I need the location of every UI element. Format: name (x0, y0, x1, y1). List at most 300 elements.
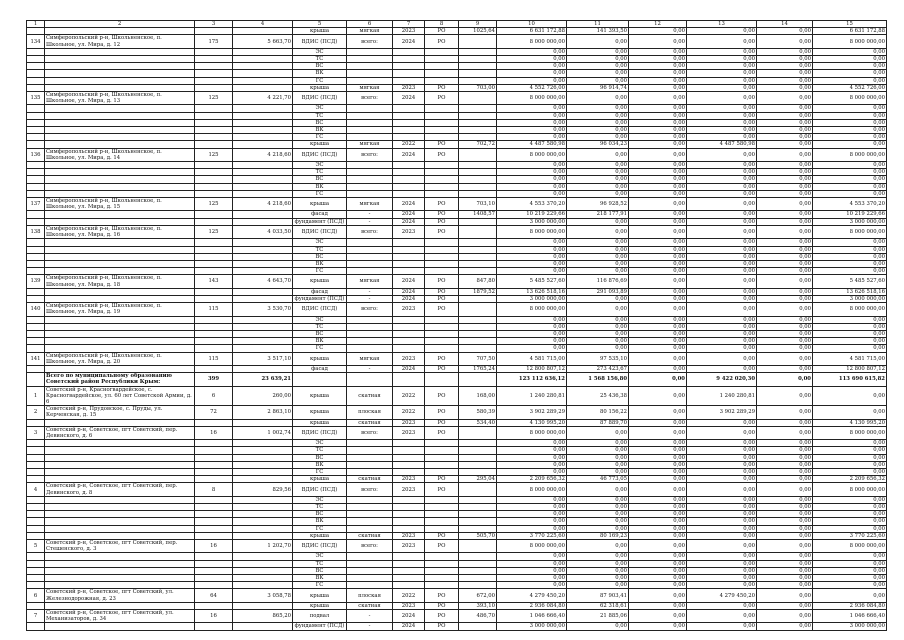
cost-15-cell: 0,00 (813, 141, 887, 148)
column-number-9: 9 (459, 21, 497, 28)
funding-source-cell: РО (425, 84, 459, 91)
funding-source-cell (425, 260, 459, 267)
address-cell (45, 218, 195, 225)
cost-11-cell: 0,00 (567, 134, 629, 141)
cost-15-cell: 0,00 (813, 518, 887, 525)
apartments-count-cell (195, 338, 233, 345)
cost-15-cell: 10 219 229,66 (813, 211, 887, 218)
apartments-count-cell (195, 183, 233, 190)
table-row (27, 476, 887, 483)
year-cell (393, 239, 425, 246)
work-type-cell: подвал (293, 610, 347, 623)
cost-14-cell: 0,00 (757, 553, 813, 560)
cost-15-cell: 8 000 000,00 (813, 92, 887, 105)
funding-source-cell (425, 323, 459, 330)
total-cost-cell: 0,00 (497, 447, 567, 454)
cost-11-cell: 87 903,41 (567, 589, 629, 602)
cost-15-cell: 0,00 (813, 70, 887, 77)
work-type-cell: ТС (293, 504, 347, 511)
roof-type-cell: всего: (347, 483, 393, 496)
total-cost-cell: 3 770 225,60 (497, 532, 567, 539)
area-cell: 3 517,10 (233, 352, 293, 365)
apartments-count-cell (195, 260, 233, 267)
cost-11-cell: 141 393,50 (567, 28, 629, 35)
work-type-cell: ЭС (293, 162, 347, 169)
cost-15-cell: 0,00 (813, 461, 887, 468)
apartments-count-cell (195, 560, 233, 567)
cost-13-cell: 0,00 (687, 567, 757, 574)
cost-11-cell: 0,00 (567, 303, 629, 316)
cost-14-cell: 0,00 (757, 504, 813, 511)
work-type-cell: ВК (293, 518, 347, 525)
total-cost-cell: 0,00 (497, 330, 567, 337)
year-cell: 2024 (393, 148, 425, 161)
cost-12-cell: 0,00 (629, 275, 687, 288)
volume-cell (459, 246, 497, 253)
cost-11-cell: 0,00 (567, 70, 629, 77)
roof-type-cell (347, 56, 393, 63)
funding-source-cell (425, 127, 459, 134)
volume-cell: 1025,64 (459, 28, 497, 35)
funding-source-cell: РО (425, 211, 459, 218)
funding-source-cell (425, 105, 459, 112)
cost-13-cell: 0,00 (687, 518, 757, 525)
total-cost-cell: 0,00 (497, 440, 567, 447)
cost-12-cell: 0,00 (629, 483, 687, 496)
area-cell (233, 316, 293, 323)
cost-12-cell: 0,00 (629, 386, 687, 406)
address-cell (45, 454, 195, 461)
funding-source-cell (425, 330, 459, 337)
cost-12-cell: 0,00 (629, 373, 687, 386)
year-cell (393, 518, 425, 525)
roof-type-cell: мягкая (347, 352, 393, 365)
area-cell (233, 183, 293, 190)
apartments-count-cell (195, 84, 233, 91)
roof-type-cell: всего: (347, 148, 393, 161)
cost-11-cell: 0,00 (567, 316, 629, 323)
year-cell (393, 440, 425, 447)
funding-source-cell (425, 504, 459, 511)
table-row (27, 112, 887, 119)
cost-13-cell: 0,00 (687, 352, 757, 365)
total-cost-cell: 0,00 (497, 105, 567, 112)
cost-13-cell: 0,00 (687, 447, 757, 454)
table-row (27, 56, 887, 63)
volume-cell (459, 253, 497, 260)
cost-12-cell: 0,00 (629, 119, 687, 126)
table-row (27, 386, 887, 406)
cost-11-cell: 25 436,38 (567, 386, 629, 406)
cost-11-cell: 62 318,61 (567, 602, 629, 609)
address-cell: Симферопольский р-н, Школьненское, п. Школьное, ул. Мира, д. 15 (45, 198, 195, 211)
total-cost-cell: 10 219 229,66 (497, 211, 567, 218)
apartments-count-cell: 175 (195, 35, 233, 48)
cost-11-cell: 0,00 (567, 504, 629, 511)
roof-type-cell: мягкая (347, 275, 393, 288)
address-cell (45, 28, 195, 35)
row-number-cell: 4 (27, 483, 45, 496)
year-cell (393, 323, 425, 330)
roof-type-cell (347, 511, 393, 518)
cost-15-cell: 8 000 000,00 (813, 540, 887, 553)
funding-source-cell: РО (425, 623, 459, 630)
total-cost-cell: 0,00 (497, 525, 567, 532)
address-cell (45, 518, 195, 525)
cost-12-cell: 0,00 (629, 239, 687, 246)
total-cost-cell: 0,00 (497, 582, 567, 589)
cost-11-cell: 0,00 (567, 511, 629, 518)
table-row (27, 141, 887, 148)
area-cell: 4 221,70 (233, 92, 293, 105)
cost-14-cell: 0,00 (757, 525, 813, 532)
cost-14-cell: 0,00 (757, 316, 813, 323)
column-number-12: 12 (629, 21, 687, 28)
cost-13-cell: 0,00 (687, 198, 757, 211)
apartments-count-cell (195, 316, 233, 323)
cost-13-cell: 0,00 (687, 56, 757, 63)
cost-12-cell: 0,00 (629, 352, 687, 365)
cost-15-cell: 0,00 (813, 511, 887, 518)
work-type-cell: крыша (293, 476, 347, 483)
volume-cell (459, 239, 497, 246)
area-cell (233, 560, 293, 567)
apartments-count-cell (195, 288, 233, 295)
total-cost-cell: 4 487 580,98 (497, 141, 567, 148)
cost-12-cell: 0,00 (629, 176, 687, 183)
cost-14-cell: 0,00 (757, 589, 813, 602)
address-cell (45, 582, 195, 589)
cost-13-cell: 0,00 (687, 323, 757, 330)
cost-14-cell: 0,00 (757, 260, 813, 267)
apartments-count-cell (195, 141, 233, 148)
row-number-cell (27, 190, 45, 197)
address-cell (45, 316, 195, 323)
volume-cell (459, 504, 497, 511)
year-cell: 2024 (393, 365, 425, 372)
cost-15-cell: 8 000 000,00 (813, 303, 887, 316)
total-cost-cell: 0,00 (497, 454, 567, 461)
cost-12-cell: 0,00 (629, 567, 687, 574)
address-cell: Советский р-н, Советское, пгт Советский, пер. Девинского, д. 6 (45, 426, 195, 439)
row-number-cell: 134 (27, 35, 45, 48)
cost-14-cell: 0,00 (757, 190, 813, 197)
table-row (27, 48, 887, 55)
address-cell (45, 63, 195, 70)
cost-15-cell: 0,00 (813, 239, 887, 246)
work-type-cell: ЭС (293, 440, 347, 447)
work-type-cell: ТС (293, 447, 347, 454)
cost-13-cell: 0,00 (687, 63, 757, 70)
work-type-cell: ВС (293, 567, 347, 574)
area-cell (233, 63, 293, 70)
cost-13-cell: 0,00 (687, 253, 757, 260)
cost-11-cell: 291 093,89 (567, 288, 629, 295)
cost-13-cell: 3 902 289,29 (687, 406, 757, 419)
row-number-cell: 141 (27, 352, 45, 365)
total-cost-cell: 8 000 000,00 (497, 92, 567, 105)
column-number-2: 2 (45, 21, 195, 28)
cost-15-cell: 113 690 615,82 (813, 373, 887, 386)
row-number-cell (27, 373, 45, 386)
volume-cell (459, 295, 497, 302)
year-cell: 2024 (393, 295, 425, 302)
row-number-cell (27, 518, 45, 525)
year-cell (393, 454, 425, 461)
cost-15-cell: 0,00 (813, 176, 887, 183)
work-type-cell: ТС (293, 560, 347, 567)
roof-type-cell (347, 246, 393, 253)
funding-source-cell (425, 316, 459, 323)
cost-13-cell: 0,00 (687, 260, 757, 267)
program-table (26, 20, 887, 631)
apartments-count-cell: 16 (195, 540, 233, 553)
cost-13-cell: 0,00 (687, 190, 757, 197)
column-number-13: 13 (687, 21, 757, 28)
cost-13-cell: 0,00 (687, 84, 757, 91)
total-cost-cell: 4 553 370,20 (497, 198, 567, 211)
cost-14-cell: 0,00 (757, 419, 813, 426)
address-cell (45, 461, 195, 468)
work-type-cell: ГС (293, 469, 347, 476)
area-cell (233, 190, 293, 197)
apartments-count-cell (195, 253, 233, 260)
program-table-page (26, 20, 886, 631)
apartments-count-cell (195, 127, 233, 134)
apartments-count-cell (195, 218, 233, 225)
work-type-cell: ЭС (293, 239, 347, 246)
work-type-cell: ВК (293, 127, 347, 134)
cost-13-cell: 0,00 (687, 469, 757, 476)
work-type-cell: крыша (293, 406, 347, 419)
cost-13-cell: 9 422 020,30 (687, 373, 757, 386)
apartments-count-cell (195, 461, 233, 468)
apartments-count-cell: 8 (195, 483, 233, 496)
apartments-count-cell (195, 134, 233, 141)
work-type-cell: фундамент (ПСД) (293, 623, 347, 630)
cost-15-cell: 0,00 (813, 330, 887, 337)
roof-type-cell (347, 440, 393, 447)
funding-source-cell (425, 553, 459, 560)
roof-type-cell: - (347, 623, 393, 630)
cost-14-cell: 0,00 (757, 469, 813, 476)
cost-15-cell: 0,00 (813, 169, 887, 176)
area-cell (233, 70, 293, 77)
table-row (27, 419, 887, 426)
table-row (27, 84, 887, 91)
work-type-cell: ВДИС (ПСД) (293, 225, 347, 238)
cost-11-cell: 0,00 (567, 560, 629, 567)
cost-15-cell: 0,00 (813, 56, 887, 63)
cost-14-cell: 0,00 (757, 28, 813, 35)
year-cell: 2023 (393, 303, 425, 316)
cost-14-cell: 0,00 (757, 246, 813, 253)
table-row (27, 496, 887, 503)
cost-11-cell: 1 568 156,80 (567, 373, 629, 386)
area-cell (233, 323, 293, 330)
total-cost-cell: 0,00 (497, 461, 567, 468)
total-cost-cell: 0,00 (497, 469, 567, 476)
cost-14-cell: 0,00 (757, 373, 813, 386)
total-cost-cell: 0,00 (497, 260, 567, 267)
cost-11-cell: 96 914,74 (567, 84, 629, 91)
cost-14-cell: 0,00 (757, 63, 813, 70)
area-cell (233, 454, 293, 461)
cost-13-cell: 0,00 (687, 338, 757, 345)
work-type-cell: фундамент (ПСД) (293, 295, 347, 302)
cost-11-cell: 0,00 (567, 469, 629, 476)
funding-source-cell (425, 77, 459, 84)
year-cell: 2023 (393, 540, 425, 553)
volume-cell: 580,39 (459, 406, 497, 419)
apartments-count-cell (195, 575, 233, 582)
work-type-cell: ВС (293, 511, 347, 518)
area-cell (233, 440, 293, 447)
address-cell (45, 560, 195, 567)
cost-13-cell: 0,00 (687, 419, 757, 426)
cost-12-cell: 0,00 (629, 532, 687, 539)
cost-14-cell: 0,00 (757, 386, 813, 406)
area-cell (233, 553, 293, 560)
cost-11-cell: 0,00 (567, 447, 629, 454)
row-number-cell: 6 (27, 589, 45, 602)
volume-cell (459, 260, 497, 267)
row-number-cell (27, 48, 45, 55)
funding-source-cell: РО (425, 352, 459, 365)
area-cell (233, 28, 293, 35)
cost-13-cell: 0,00 (687, 70, 757, 77)
column-number-11: 11 (567, 21, 629, 28)
total-cost-cell: 1 240 280,81 (497, 386, 567, 406)
cost-13-cell: 0,00 (687, 218, 757, 225)
cost-13-cell: 0,00 (687, 623, 757, 630)
row-number-cell (27, 70, 45, 77)
total-cost-cell: 0,00 (497, 553, 567, 560)
year-cell: 2023 (393, 532, 425, 539)
funding-source-cell: РО (425, 303, 459, 316)
apartments-count-cell (195, 246, 233, 253)
work-type-cell: ВДИС (ПСД) (293, 148, 347, 161)
work-type-cell: ВС (293, 176, 347, 183)
funding-source-cell (425, 454, 459, 461)
funding-source-cell (425, 183, 459, 190)
volume-cell (459, 105, 497, 112)
cost-12-cell: 0,00 (629, 518, 687, 525)
cost-14-cell: 0,00 (757, 56, 813, 63)
cost-14-cell: 0,00 (757, 253, 813, 260)
table-row (27, 134, 887, 141)
work-type-cell: ВС (293, 454, 347, 461)
row-number-cell (27, 330, 45, 337)
year-cell: 2023 (393, 352, 425, 365)
cost-11-cell: 0,00 (567, 239, 629, 246)
volume-cell (459, 92, 497, 105)
address-cell (45, 169, 195, 176)
year-cell: 2023 (393, 426, 425, 439)
column-number-1: 1 (27, 21, 45, 28)
cost-11-cell: 0,00 (567, 345, 629, 352)
year-cell (393, 162, 425, 169)
column-number-row (27, 21, 887, 28)
total-cost-cell: 0,00 (497, 48, 567, 55)
cost-12-cell: 0,00 (629, 35, 687, 48)
year-cell (393, 553, 425, 560)
year-cell: 2024 (393, 198, 425, 211)
work-type-cell: ВДИС (ПСД) (293, 540, 347, 553)
area-cell: 4 033,50 (233, 225, 293, 238)
apartments-count-cell (195, 469, 233, 476)
table-row (27, 469, 887, 476)
cost-12-cell: 0,00 (629, 525, 687, 532)
total-cost-cell: 0,00 (497, 239, 567, 246)
funding-source-cell: РО (425, 532, 459, 539)
cost-14-cell: 0,00 (757, 198, 813, 211)
area-cell: 1 002,74 (233, 426, 293, 439)
area-cell: 3 058,78 (233, 589, 293, 602)
table-row (27, 461, 887, 468)
cost-11-cell: 0,00 (567, 56, 629, 63)
year-cell (393, 183, 425, 190)
apartments-count-cell (195, 504, 233, 511)
cost-14-cell: 0,00 (757, 518, 813, 525)
cost-12-cell: 0,00 (629, 190, 687, 197)
cost-11-cell: 0,00 (567, 567, 629, 574)
table-row (27, 316, 887, 323)
cost-14-cell: 0,00 (757, 582, 813, 589)
apartments-count-cell (195, 162, 233, 169)
cost-15-cell: 0,00 (813, 134, 887, 141)
cost-14-cell: 0,00 (757, 330, 813, 337)
cost-14-cell: 0,00 (757, 119, 813, 126)
apartments-count-cell (195, 553, 233, 560)
year-cell: 2022 (393, 141, 425, 148)
cost-12-cell: 0,00 (629, 48, 687, 55)
cost-14-cell: 0,00 (757, 454, 813, 461)
work-type-cell: ЭС (293, 553, 347, 560)
apartments-count-cell (195, 365, 233, 372)
address-cell: Советский р-н, Советское, пгт Советский, ул. Железнодорожная, д. 23 (45, 589, 195, 602)
area-cell: 3 530,70 (233, 303, 293, 316)
funding-source-cell: РО (425, 540, 459, 553)
cost-11-cell: 0,00 (567, 575, 629, 582)
cost-13-cell: 0,00 (687, 35, 757, 48)
apartments-count-cell (195, 295, 233, 302)
total-cost-cell: 3 000 000,00 (497, 295, 567, 302)
address-cell: Советский р-н, Советское, пгт Советский, пер. Девинского, д. 8 (45, 483, 195, 496)
area-cell (233, 77, 293, 84)
cost-15-cell: 12 800 807,12 (813, 365, 887, 372)
cost-14-cell: 0,00 (757, 406, 813, 419)
funding-source-cell: РО (425, 288, 459, 295)
volume-cell: 672,00 (459, 589, 497, 602)
apartments-count-cell: 125 (195, 148, 233, 161)
area-cell (233, 419, 293, 426)
address-cell (45, 338, 195, 345)
row-number-cell: 138 (27, 225, 45, 238)
table-row (27, 525, 887, 532)
year-cell (393, 105, 425, 112)
cost-15-cell: 3 000 000,00 (813, 218, 887, 225)
year-cell (393, 260, 425, 267)
roof-type-cell (347, 469, 393, 476)
cost-11-cell: 21 885,06 (567, 610, 629, 623)
volume-cell (459, 469, 497, 476)
cost-12-cell: 0,00 (629, 28, 687, 35)
funding-source-cell: РО (425, 35, 459, 48)
funding-source-cell: РО (425, 225, 459, 238)
row-number-cell (27, 56, 45, 63)
roof-type-cell: всего: (347, 426, 393, 439)
